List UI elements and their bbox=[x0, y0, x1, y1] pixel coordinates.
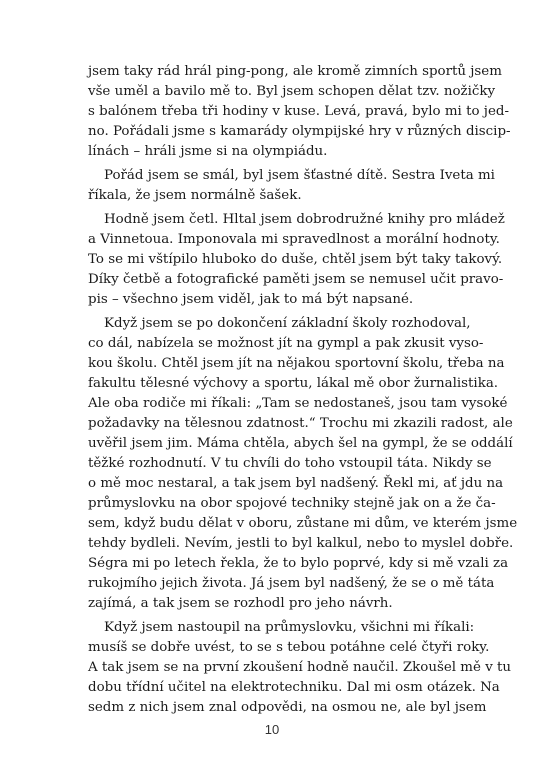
paragraph bbox=[88, 62, 511, 162]
text-line: Když jsem se po dokončení základní školy rozhodoval, bbox=[104, 316, 471, 331]
paragraph bbox=[88, 166, 495, 206]
text-line: sedm z nich jsem znal odpovědi, na osmou ne, ale byl jsem bbox=[88, 700, 487, 715]
text-line: Díky četbě a fotografické paměti jsem se nemusel učit pravo- bbox=[88, 272, 504, 287]
text-line: říkala, že jsem normálně šašek. bbox=[88, 188, 302, 203]
text-line: uvěřil jsem jim. Máma chtěla, abych šel na gympl, že se oddálí bbox=[88, 436, 513, 451]
text-line: Pořád jsem se smál, byl jsem šťastné dítě. Sestra Iveta mi bbox=[104, 168, 495, 183]
text-line: sem, když budu dělat v oboru, zůstane mi dům, ve kterém jsme bbox=[88, 516, 518, 531]
text-line: průmyslovku na obor spojové techniky stejně jak on a že ča- bbox=[88, 496, 496, 511]
text-line: dobu třídní učitel na elektrotechniku. Dal mi osm otázek. Na bbox=[88, 680, 500, 695]
text-line: A tak jsem se na první zkoušení hodně naučil. Zkoušel mě v tu bbox=[88, 660, 512, 675]
paragraph bbox=[88, 314, 518, 614]
text-line: požadavky na tělesnou zdatnost.“ Trochu mi zkazili radost, ale bbox=[88, 416, 513, 431]
text-line: musíš se dobře uvést, to se s tebou potáhne celé čtyři roky. bbox=[88, 640, 490, 655]
text-line: línách – hráli jsme si na olympiádu. bbox=[88, 144, 328, 159]
page-number: 10 bbox=[264, 722, 280, 737]
text-line: jsem taky rád hrál ping-pong, ale kromě zimních sportů jsem bbox=[88, 64, 502, 79]
text-line: s balónem třeba tři hodiny v kuse. Levá, pravá, bylo mi to jed- bbox=[88, 104, 509, 119]
text-line: To se mi vštípilo hluboko do duše, chtěl jsem být taky takový. bbox=[88, 252, 503, 267]
text-line: Ségra mi po letech řekla, že to bylo poprvé, kdy si mě vzali za bbox=[88, 556, 509, 571]
paragraph bbox=[88, 210, 505, 310]
text-line: zajímá, a tak jsem se rozhodl pro jeho návrh. bbox=[88, 596, 393, 611]
text-line: pis – všechno jsem viděl, jak to má být napsané. bbox=[88, 292, 414, 307]
text-line: no. Pořádali jsme s kamarády olympijské hry v různých discip- bbox=[88, 124, 511, 139]
text-line: vše uměl a bavilo mě to. Byl jsem schopen dělat tzv. nožičky bbox=[88, 84, 496, 99]
text-line: co dál, nabízela se možnost jít na gympl a pak zkusit vyso- bbox=[88, 336, 484, 351]
body-text bbox=[88, 62, 518, 718]
text-line: tehdy bydleli. Nevím, jestli to byl kalkul, nebo to myslel dobře. bbox=[88, 536, 514, 551]
text-line: o mě moc nestaral, a tak jsem byl nadšený. Řekl mi, ať jdu na bbox=[88, 476, 504, 491]
text-line: Hodně jsem četl. Hltal jsem dobrodružné knihy pro mládež bbox=[104, 212, 505, 227]
text-line: těžké rozhodnutí. V tu chvíli do toho vstoupil táta. Nikdy se bbox=[88, 456, 492, 471]
text-line: a Vinnetoua. Imponovala mi spravedlnost a morální hodnoty. bbox=[88, 232, 500, 247]
text-line: fakultu tělesné výchovy a sportu, lákal mě obor žurnalistika. bbox=[88, 376, 499, 391]
paragraph bbox=[88, 618, 512, 718]
text-line: Ale oba rodiče mi říkali: „Tam se nedostaneš, jsou tam vysoké bbox=[88, 396, 508, 411]
text-line: kou školu. Chtěl jsem jít na nějakou sportovní školu, třeba na bbox=[88, 356, 505, 371]
text-line: Když jsem nastoupil na průmyslovku, všichni mi říkali: bbox=[104, 620, 475, 635]
text-line: rukojmího jejich života. Já jsem byl nadšený, že se o mě táta bbox=[88, 576, 495, 591]
